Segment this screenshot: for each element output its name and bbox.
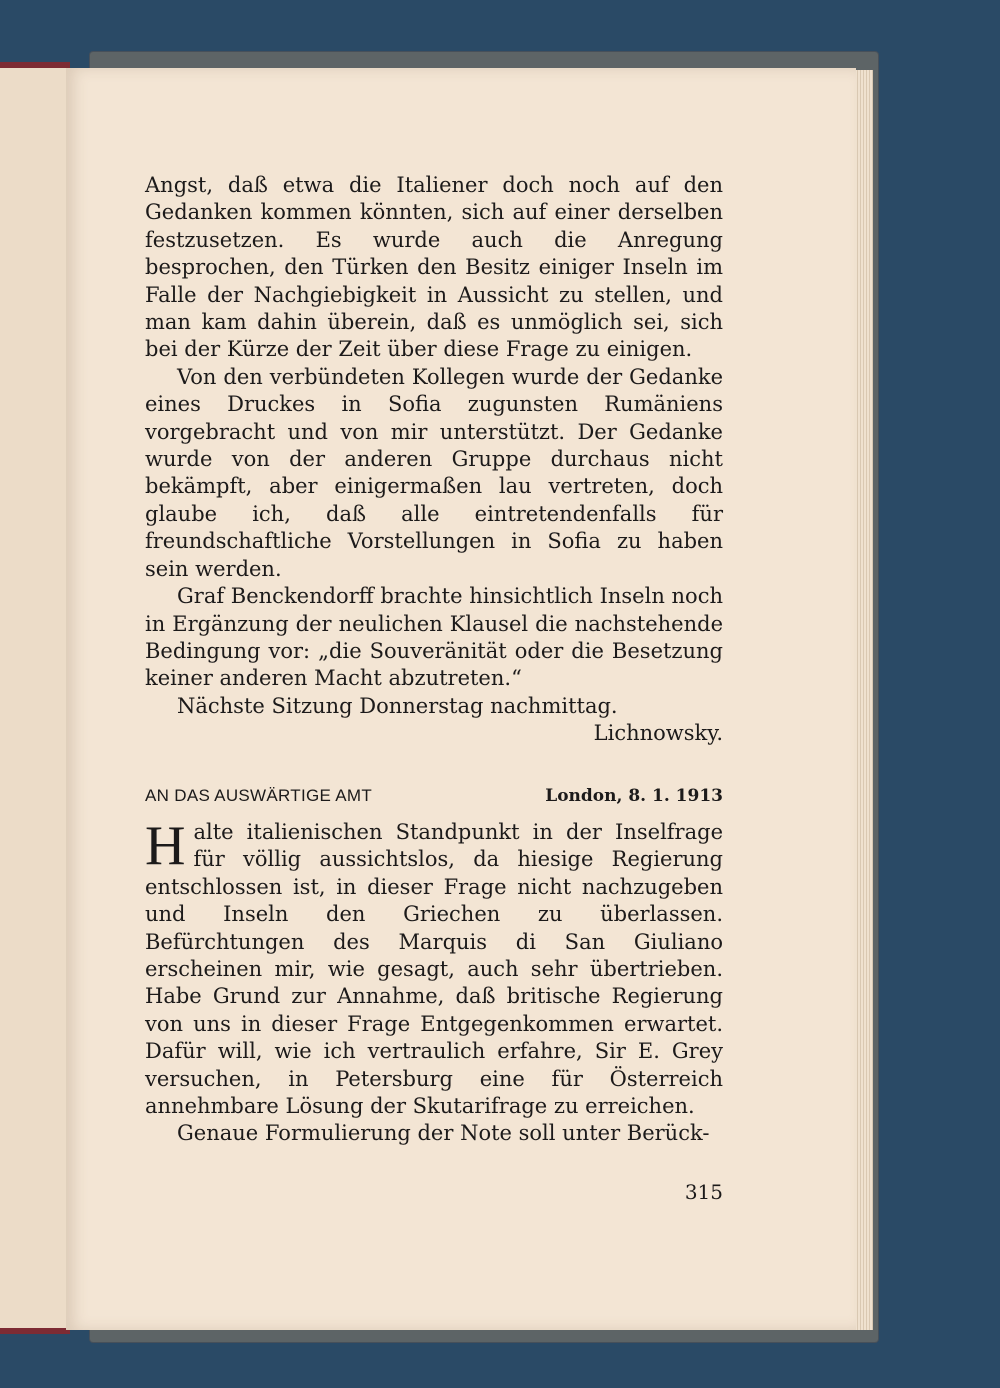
letter-recipient: AN DAS AUSWÄRTIGE AMT: [145, 786, 373, 805]
body-text-top: [145, 172, 723, 748]
letter-heading: [145, 786, 723, 810]
letter-paragraph-1-text: alte italienischen Standpunkt in der Inselfrage für völlig aussichtslos, da hiesige Regierung entschlossen ist, in dieser Frage nicht nachzugeben und Inseln den Griechen zu überlassen. Befürchtungen des Marquis di San Giuliano erscheinen mir, wie gesagt, auch sehr übertrieben. Habe Grund zur Annahme, daß britische Regierung von uns in dieser Frage Entgegenkommen erwartet. Dafür will, wie ich vertraulich erfahre, Sir E. Grey versuchen, in Petersburg eine für Österreich annehmbare Lösung der Skutarifrage zu erreichen.: [145, 820, 723, 1119]
left-binding-edge-top: [0, 62, 70, 68]
paragraph-1: Angst, daß etwa die Italiener doch noch auf den Gedanken kommen könnten, sich auf einer derselben festzusetzen. Es wurde auch die Anregung besprochen, den Türken den Besitz einiger Inseln im Falle der Nachgiebigkeit in Aussicht zu stellen, und man kam dahin überein, daß es unmöglich sei, sich bei der Kürze der Zeit über diese Frage zu einigen.: [145, 173, 723, 362]
letter-paragraph-2: Genaue Formulierung der Note soll unter Berück-: [177, 1121, 710, 1146]
drop-cap: H: [145, 815, 186, 877]
letter-body: [145, 815, 723, 1148]
letter-paragraph-1: [145, 815, 723, 1120]
left-page-edge: [0, 66, 68, 1334]
signature: Lichnowsky.: [593, 721, 723, 746]
letter-date: London, 8. 1. 1913: [545, 786, 723, 806]
paragraph-3: Graf Benckendorff brachte hinsichtlich Inseln noch in Ergänzung der neulichen Klausel die nachstehende Bedingung vor: „die Souveränität oder die Besetzung keiner anderen Macht abzutreten.“: [145, 584, 723, 691]
page-number: 315: [684, 1180, 723, 1204]
paragraph-4: Nächste Sitzung Donnerstag nachmittag.: [177, 693, 618, 718]
paragraph-2: Von den verbündeten Kollegen wurde der Gedanke eines Druckes in Sofia zugunsten Rumäniens vorgebracht und von mir unterstützt. Der Gedanke wurde von der anderen Gruppe durchaus nicht bekämpft, aber einigermaßen lau vertreten, doch glaube ich, daß alle eintretendenfalls für freundschaftliche Vorstellungen in Sofia zu haben sein werden.: [145, 364, 723, 581]
left-binding-edge-bottom: [0, 1328, 70, 1334]
